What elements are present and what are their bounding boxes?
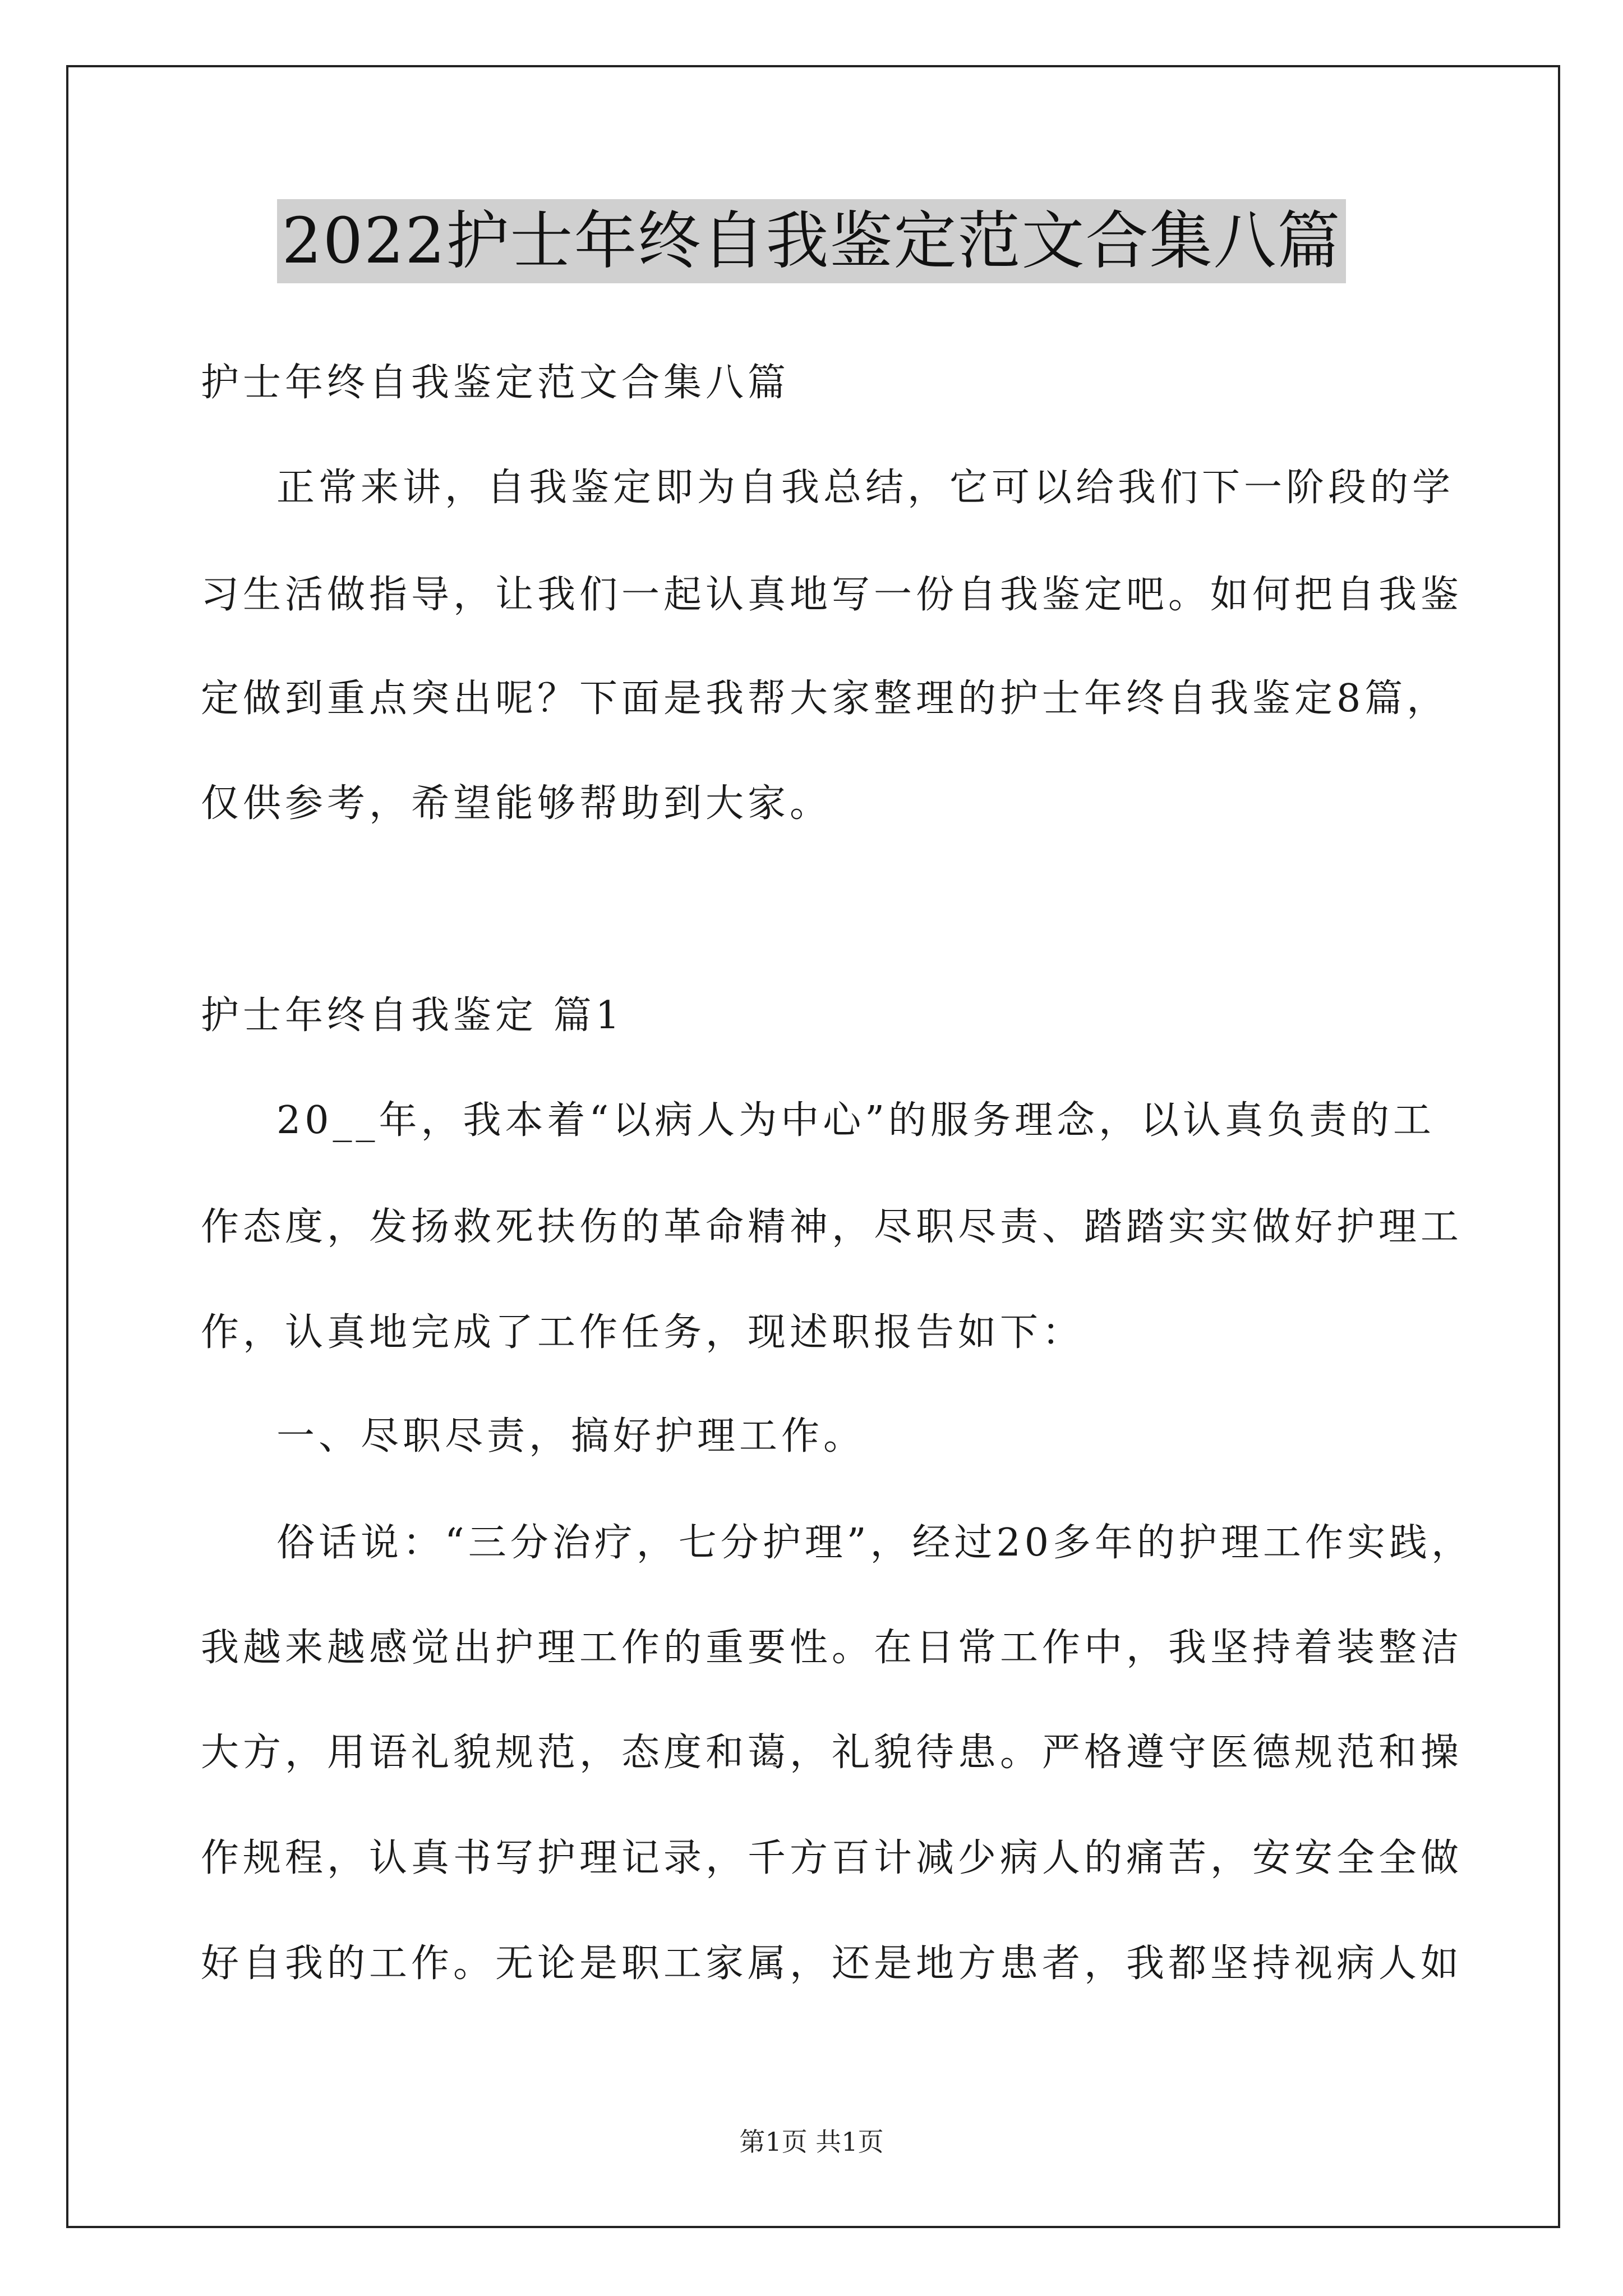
body-line: 好自我的工作。无论是职工家属，还是地方患者，我都坚持视病人如 bbox=[201, 1941, 1463, 1986]
title-container bbox=[0, 199, 1623, 283]
body-line: 我越来越感觉出护理工作的重要性。在日常工作中，我坚持着装整洁 bbox=[201, 1626, 1463, 1670]
body-line: 正常来讲，自我鉴定即为自我总结，它可以给我们下一阶段的学 bbox=[276, 466, 1455, 510]
body-line: 作态度，发扬救死扶伤的革命精神，尽职尽责、踏踏实实做好护理工 bbox=[201, 1205, 1463, 1249]
page-number-footer: 第1页 共1页 bbox=[739, 2127, 884, 2157]
body-line: 大方，用语礼貌规范，态度和蔼，礼貌待患。严格遵守医德规范和操 bbox=[201, 1731, 1463, 1775]
subtitle-line: 护士年终自我鉴定范文合集八篇 bbox=[201, 361, 790, 405]
body-line: 20__年，我本着“以病人为中心”的服务理念，以认真负责的工 bbox=[276, 1098, 1436, 1143]
body-line: 定做到重点突出呢？下面是我帮大家整理的护士年终自我鉴定8篇， bbox=[201, 677, 1449, 721]
document-title: 2022护士年终自我鉴定范文合集八篇 bbox=[277, 199, 1345, 283]
body-line: 作，认真地完成了工作任务，现述职报告如下： bbox=[201, 1310, 1085, 1355]
body-line: 仅供参考，希望能够帮助到大家。 bbox=[201, 781, 832, 826]
body-line: 作规程，认真书写护理记录，千方百计减少病人的痛苦，安安全全做 bbox=[201, 1836, 1463, 1880]
body-line: 习生活做指导，让我们一起认真地写一份自我鉴定吧。如何把自我鉴 bbox=[201, 573, 1463, 617]
body-line: 俗话说：“三分治疗，七分护理”，经过20多年的护理工作实践， bbox=[276, 1521, 1474, 1565]
subheading-line: 一、尽职尽责，搞好护理工作。 bbox=[276, 1414, 866, 1458]
section-heading: 护士年终自我鉴定 篇1 bbox=[201, 993, 624, 1038]
